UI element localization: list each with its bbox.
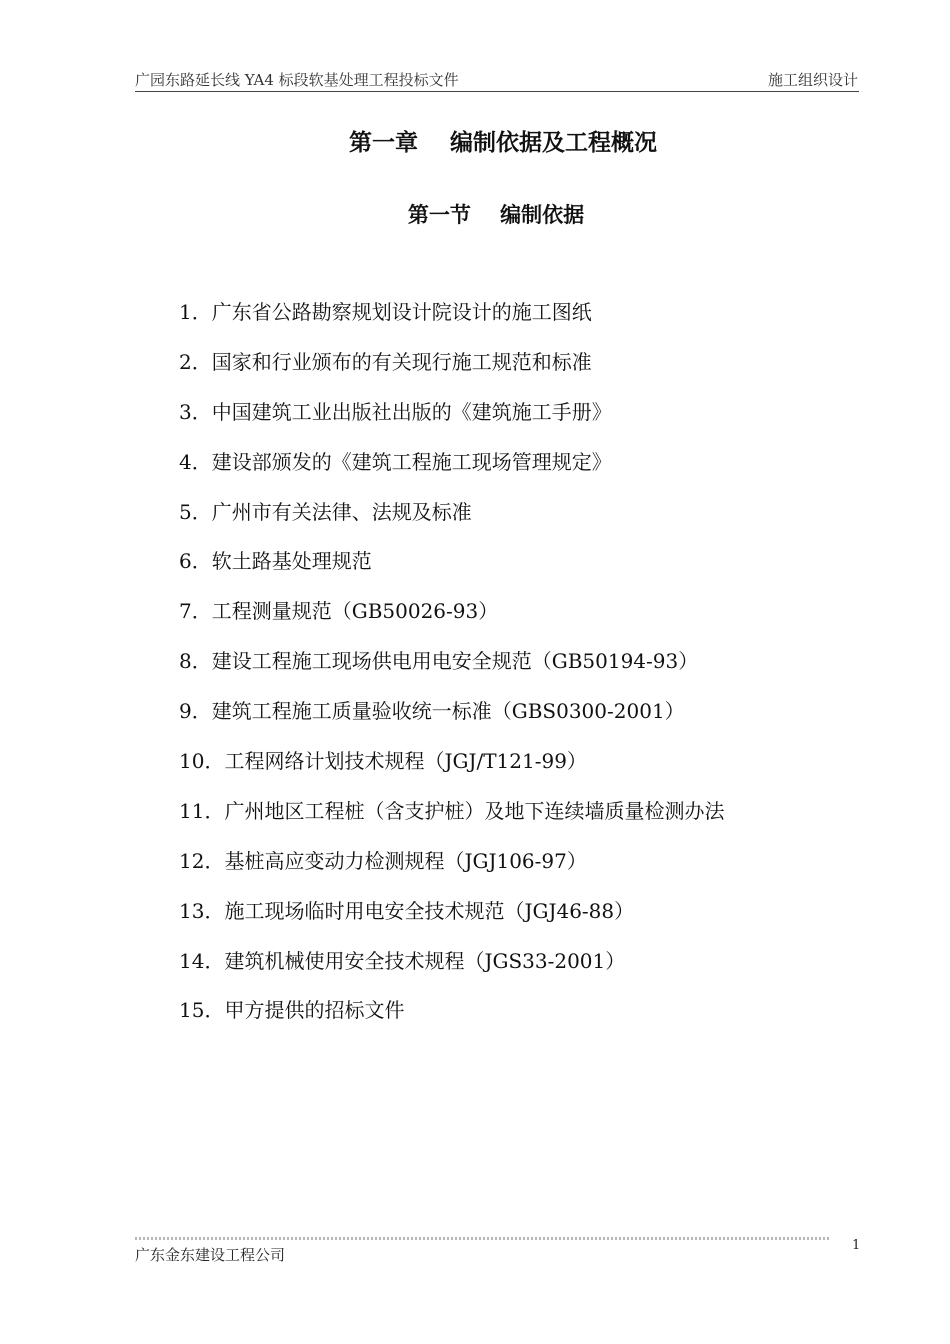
- list-item-text: 广州市有关法律、法规及标准: [211, 499, 472, 524]
- list-item-text: 建设部颁发的《建筑工程施工现场管理规定》: [211, 449, 612, 474]
- section-title: 第一节 编制依据: [407, 203, 585, 227]
- list-item-text: 工程测量规范（GB50026-93）: [211, 599, 499, 624]
- list-item: [179, 696, 724, 746]
- list-item: [179, 946, 724, 996]
- list-item-number: 15．: [179, 998, 225, 1023]
- list-item: [179, 546, 724, 596]
- list-item: [179, 596, 724, 646]
- list-item-number: 12．: [179, 848, 225, 873]
- footer-divider: [135, 1237, 829, 1240]
- list-item-number: 2．: [179, 349, 212, 374]
- list-item-text: 施工现场临时用电安全技术规范（JGJ46-88）: [224, 898, 635, 923]
- list-item-number: 8．: [179, 649, 212, 674]
- list-item: [179, 347, 724, 397]
- list-item-number: 6．: [179, 549, 212, 574]
- list-item: [179, 746, 724, 796]
- list-item: [179, 846, 724, 896]
- page-number: 1: [852, 1238, 861, 1253]
- reference-list: [179, 297, 724, 1045]
- footer-company-name: 广东金东建设工程公司: [135, 1246, 286, 1264]
- chapter-title: 第一章 编制依据及工程概况: [348, 130, 658, 156]
- list-item-text: 基桩高应变动力检测规程（JGJ106-97）: [224, 848, 587, 873]
- list-item-number: 7．: [179, 599, 212, 624]
- list-item-text: 中国建筑工业出版社出版的《建筑施工手册》: [211, 399, 612, 424]
- list-item-text: 建筑工程施工质量验收统一标准（GBS0300-2001）: [211, 699, 685, 724]
- list-item-number: 14．: [179, 948, 225, 973]
- list-item-number: 13．: [179, 898, 225, 923]
- list-item-text: 建筑机械使用安全技术规程（JGS33-2001）: [224, 948, 626, 973]
- header-divider: [135, 91, 859, 92]
- list-item: [179, 447, 724, 497]
- list-item-text: 广州地区工程桩（含支护桩）及地下连续墙质量检测办法: [224, 798, 725, 823]
- list-item-number: 10．: [179, 749, 225, 774]
- list-item: [179, 995, 724, 1045]
- list-item: [179, 397, 724, 447]
- list-item-number: 9．: [179, 699, 212, 724]
- list-item-number: 3．: [179, 399, 212, 424]
- header-section-label: 施工组织设计: [767, 71, 858, 89]
- list-item-text: 工程网络计划技术规程（JGJ/T121-99）: [224, 749, 587, 774]
- list-item-text: 甲方提供的招标文件: [224, 998, 405, 1023]
- list-item-number: 5．: [179, 499, 212, 524]
- list-item: [179, 796, 724, 846]
- list-item: [179, 497, 724, 547]
- list-item-text: 软土路基处理规范: [211, 549, 372, 574]
- list-item-text: 国家和行业颁布的有关现行施工规范和标准: [211, 349, 592, 374]
- list-item-number: 11．: [179, 798, 225, 823]
- list-item-number: 1．: [179, 300, 212, 324]
- list-item: [179, 896, 724, 946]
- list-item-text: 广东省公路勘察规划设计院设计的施工图纸: [211, 300, 592, 324]
- list-item-number: 4．: [179, 449, 212, 474]
- list-item: [179, 646, 724, 696]
- list-item-text: 建设工程施工现场供电用电安全规范（GB50194-93）: [211, 649, 699, 674]
- header-document-title: 广园东路延长线 YA4 标段软基处理工程投标文件: [135, 71, 459, 89]
- list-item: [179, 297, 724, 347]
